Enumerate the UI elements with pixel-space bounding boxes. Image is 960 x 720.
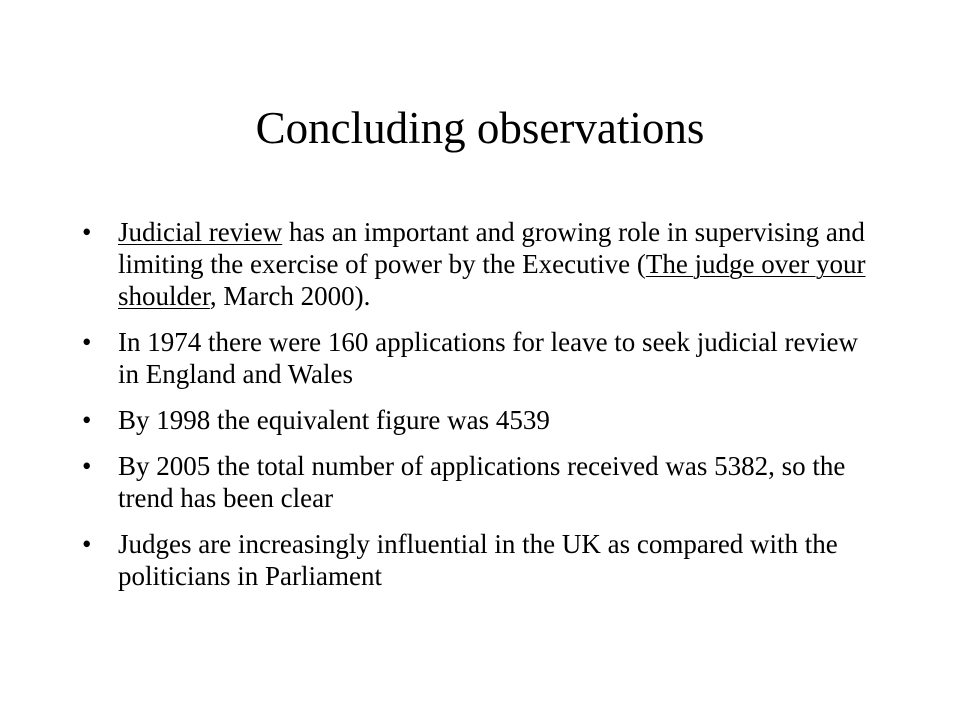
bullet-item-2 — [82, 326, 882, 390]
judicial-review-term: Judicial review — [118, 217, 283, 247]
bullet-marker: • — [82, 217, 92, 247]
bullet-text: By 1998 the equivalent figure was 4539 — [118, 405, 550, 435]
slide-title: Concluding observations — [255, 103, 705, 153]
bullet-marker: • — [82, 327, 92, 357]
bullet-item-5 — [82, 528, 882, 592]
bullet-text: Judges are increasingly influential in the UK as compared with the politicians in Parliament — [118, 529, 838, 591]
bullet-text-segment: , March 2000). — [209, 281, 371, 311]
bullet-list — [82, 216, 882, 606]
bullet-text-segment: has an important and growing role in supervising and limiting the exercise of power by the Executive ( — [118, 217, 865, 279]
bullet-item-1 — [82, 216, 882, 312]
bullet-marker: • — [82, 529, 92, 559]
bullet-marker: • — [82, 451, 92, 481]
bullet-text: In 1974 there were 160 applications for leave to seek judicial review in England and Wales — [118, 327, 858, 389]
bullet-text: By 2005 the total number of applications received was 5382, so the trend has been clear — [118, 451, 846, 513]
bullet-item-3 — [82, 404, 882, 436]
bullet-text — [118, 217, 866, 311]
publication-title: The judge over your shoulder — [118, 249, 866, 311]
bullet-item-4 — [82, 450, 882, 514]
bullet-marker: • — [82, 405, 92, 435]
